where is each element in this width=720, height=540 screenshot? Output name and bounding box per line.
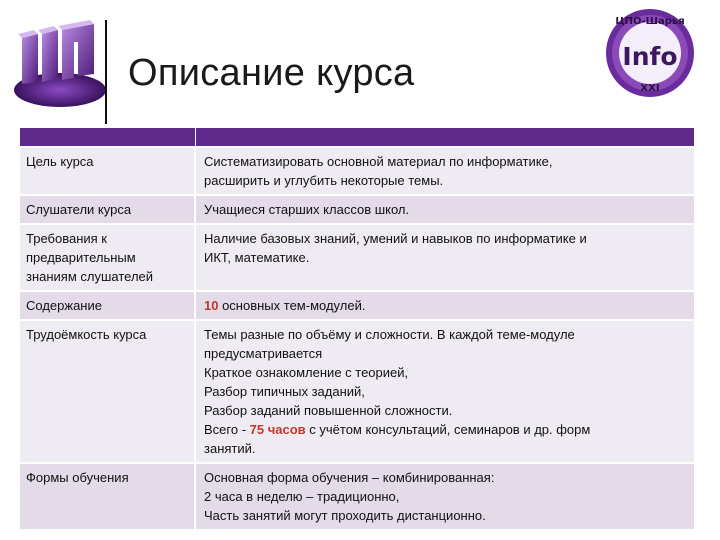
value-line: Часть занятий могут проходить дистанционно. xyxy=(204,508,486,523)
value-line: Разбор заданий повышенной сложности. xyxy=(204,403,453,418)
badge-bottom-text: XXI xyxy=(640,83,660,94)
row-label: Содержание xyxy=(20,291,195,320)
table-row xyxy=(20,147,694,195)
badge-top-text: ЦПО-Шарья xyxy=(615,16,685,27)
label-line: предварительным xyxy=(26,250,136,265)
total-prefix: Всего - xyxy=(204,422,250,437)
value-line: занятий. xyxy=(204,441,256,456)
row-label xyxy=(20,224,195,291)
value-line: Основная форма обучения – комбинированная: xyxy=(204,470,495,485)
row-label: Цель курса xyxy=(20,147,195,195)
value-line: расширить и углубить некоторые темы. xyxy=(204,173,444,188)
value-line: Учащиеся старших классов школ. xyxy=(204,202,410,217)
row-value xyxy=(195,195,694,224)
table-row xyxy=(20,195,694,224)
value-line: предусматривается xyxy=(204,346,323,361)
value-text: основных тем-модулей. xyxy=(218,298,366,313)
table-row xyxy=(20,463,694,529)
table-row xyxy=(20,320,694,463)
table-row xyxy=(20,291,694,320)
value-line: ИКТ, математике. xyxy=(204,250,310,265)
row-label: Формы обучения xyxy=(20,463,195,529)
value-line: 2 часа в неделю – традиционно, xyxy=(204,489,400,504)
value-line: Систематизировать основной материал по информатике, xyxy=(204,154,553,169)
badge-main-text: Info xyxy=(622,42,678,71)
course-description-table xyxy=(20,128,694,529)
row-value xyxy=(195,463,694,529)
value-line: Темы разные по объёму и сложности. В каждой теме-модуле xyxy=(204,327,575,342)
table-header-bar xyxy=(20,128,694,147)
label-line: знаниям слушателей xyxy=(26,269,154,284)
row-value xyxy=(195,147,694,195)
info-badge-icon xyxy=(604,7,696,99)
row-label: Слушатели курса xyxy=(20,195,195,224)
row-value xyxy=(195,291,694,320)
label-line: Требования к xyxy=(26,231,107,246)
page-title: Описание курса xyxy=(128,52,415,94)
header-divider xyxy=(105,20,107,124)
module-count-highlight: 10 xyxy=(204,298,219,313)
cpo-logo-icon xyxy=(8,12,108,110)
value-line: Краткое ознакомление с теорией, xyxy=(204,365,409,380)
value-line: Наличие базовых знаний, умений и навыков по информатике и xyxy=(204,231,587,246)
table-row xyxy=(20,224,694,291)
row-label: Трудоёмкость курса xyxy=(20,320,195,463)
total-line xyxy=(204,420,688,439)
value-line: Разбор типичных заданий, xyxy=(204,384,365,399)
row-value xyxy=(195,320,694,463)
row-value xyxy=(195,224,694,291)
hours-highlight: 75 часов xyxy=(249,422,306,437)
total-suffix: с учётом консультаций, семинаров и др. форм xyxy=(305,422,591,437)
header-cell xyxy=(195,128,694,147)
header-cell xyxy=(20,128,195,147)
